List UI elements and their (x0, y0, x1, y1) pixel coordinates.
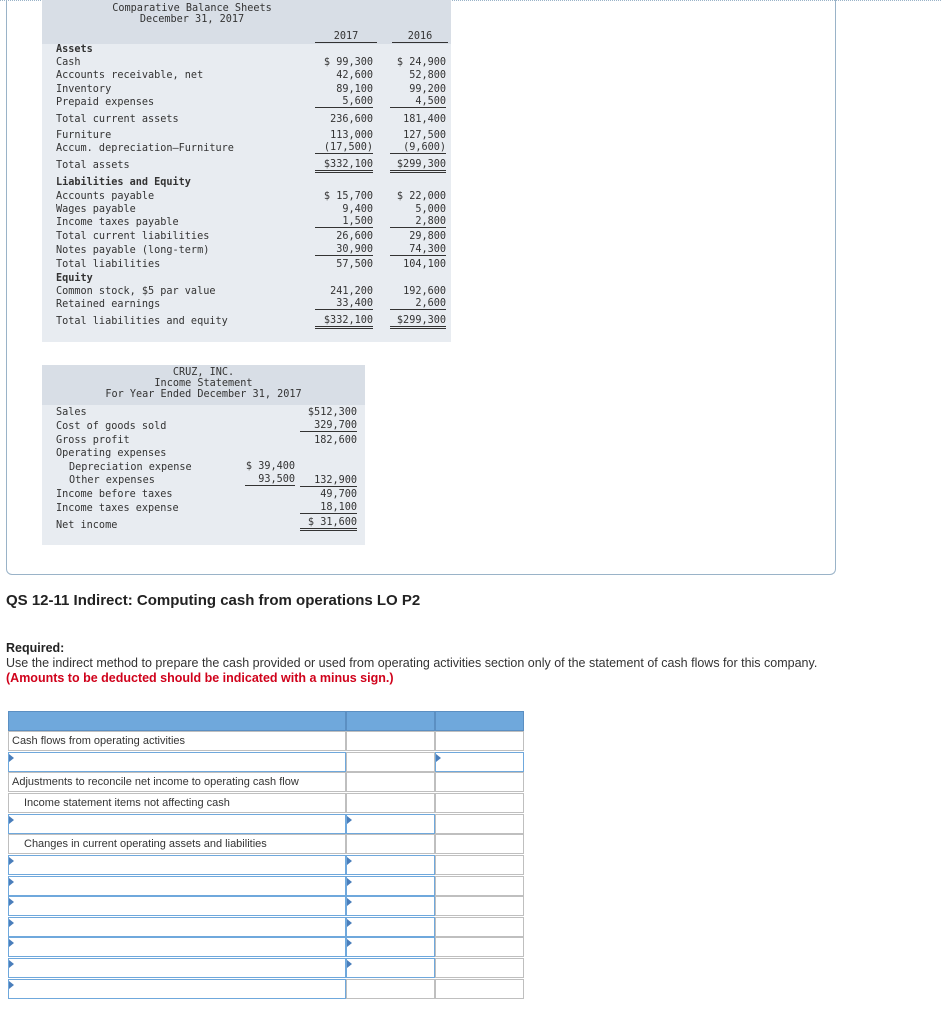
dropdown-arrow-icon (9, 919, 14, 927)
bs-row-value-2016: 52,800 (409, 70, 446, 81)
change-item-input[interactable] (8, 876, 346, 896)
empty-cell (346, 834, 435, 854)
bs-row-value-2016: (9,600) (390, 142, 446, 154)
bs-row-value-2017: 89,100 (336, 84, 373, 95)
change-item-input[interactable] (8, 979, 346, 999)
is-gross-label: Gross profit (56, 435, 130, 446)
empty-cell (346, 752, 435, 772)
is-ni-label: Net income (56, 520, 118, 531)
bs-row-value-2016: $ 22,000 (396, 191, 446, 202)
equity-heading: Equity (56, 273, 93, 284)
empty-cell (435, 814, 524, 834)
bs-row-value-2017: 9,400 (342, 204, 373, 215)
empty-cell (435, 834, 524, 854)
bs-row-label: Furniture (56, 130, 112, 141)
bs-date: December 31, 2017 (139, 14, 245, 25)
is-tax-label: Income taxes expense (56, 503, 179, 514)
bs-row-label: Common stock, $5 par value (56, 286, 216, 297)
dropdown-arrow-icon (347, 878, 352, 886)
bs-row-value-2017: 57,500 (336, 259, 373, 270)
bs-row-value-2016: 2,800 (390, 216, 446, 228)
change-amount-input[interactable] (346, 855, 435, 875)
is-gross: 182,600 (314, 435, 357, 446)
bs-row-value-2017: 241,200 (330, 286, 373, 297)
instruction-note: (Amounts to be deducted should be indicated with a minus sign.) (6, 671, 394, 685)
assets-heading: Assets (56, 44, 93, 55)
change-amount-input[interactable] (346, 917, 435, 937)
liab-heading: Liabilities and Equity (56, 177, 191, 188)
dropdown-arrow-icon (347, 816, 352, 824)
cfo-label: Cash flows from operating activities (8, 731, 346, 751)
is-sales-label: Sales (56, 407, 87, 418)
bs-row-value-2016: 2,600 (390, 298, 446, 310)
is-dep-label: Depreciation expense (69, 462, 192, 473)
bs-row-value-2016: 4,500 (390, 96, 446, 108)
change-item-input[interactable] (8, 958, 346, 978)
dropdown-arrow-icon (347, 919, 352, 927)
bs-row-label: Wages payable (56, 204, 136, 215)
empty-cell (435, 855, 524, 875)
bs-row-label: Notes payable (long-term) (56, 245, 210, 256)
instruction-text (6, 656, 836, 686)
bs-row-value-2017: $ 15,700 (323, 191, 373, 202)
noncash-amount-input[interactable] (346, 814, 435, 834)
bs-row-value-2016: 127,500 (403, 130, 446, 141)
bs-row-value-2016: $299,300 (390, 315, 446, 329)
is-opex-total: 132,900 (300, 475, 357, 487)
noncash-label: Income statement items not affecting cash (8, 793, 346, 813)
is-dep: $ 39,400 (245, 461, 295, 472)
adj-label: Adjustments to reconcile net income to operating cash flow (8, 772, 346, 792)
is-period: For Year Ended December 31, 2017 (105, 389, 302, 400)
is-other: 93,500 (245, 474, 295, 486)
bs-row-value-2017: 1,500 (315, 216, 373, 228)
instruction-body: Use the indirect method to prepare the cash provided or used from operating activities section only of the statement of cash flows for this company. (6, 656, 818, 670)
net-income-label-input[interactable] (8, 752, 346, 772)
bs-row-label: Total assets (56, 160, 130, 171)
dropdown-arrow-icon (9, 960, 14, 968)
is-other-label: Other expenses (69, 475, 155, 486)
bs-row-value-2017: 26,600 (336, 231, 373, 242)
empty-cell (435, 917, 524, 937)
bs-row-value-2017: 113,000 (330, 130, 373, 141)
empty-cell (435, 876, 524, 896)
bs-row-label: Cash (56, 57, 81, 68)
dropdown-arrow-icon (9, 754, 14, 762)
bs-row-value-2016: 99,200 (409, 84, 446, 95)
bs-row-label: Total liabilities and equity (56, 316, 228, 327)
change-item-input[interactable] (8, 896, 346, 916)
question-heading: QS 12-11 Indirect: Computing cash from operations LO P2 (6, 592, 421, 609)
dropdown-arrow-icon (347, 857, 352, 865)
bs-row-label: Prepaid expenses (56, 97, 155, 108)
bs-row-label: Inventory (56, 84, 112, 95)
dropdown-arrow-icon (347, 939, 352, 947)
dropdown-arrow-icon (9, 857, 14, 865)
bs-row-label: Total liabilities (56, 259, 161, 270)
dropdown-arrow-icon (347, 898, 352, 906)
empty-cell (435, 937, 524, 957)
is-cogs-label: Cost of goods sold (56, 421, 167, 432)
empty-cell (435, 772, 524, 792)
is-ibt-label: Income before taxes (56, 489, 173, 500)
is-sales: $512,300 (307, 407, 357, 418)
change-amount-input[interactable] (346, 896, 435, 916)
change-amount-input[interactable] (346, 958, 435, 978)
changes-label: Changes in current operating assets and liabilities (8, 834, 346, 854)
empty-cell (346, 793, 435, 813)
change-amount-input[interactable] (346, 937, 435, 957)
worksheet-header-label (8, 711, 346, 731)
is-ibt: 49,700 (320, 489, 357, 500)
is-company: CRUZ, INC. (172, 367, 235, 378)
bs-row-value-2016: 29,800 (409, 231, 446, 242)
is-cogs: 329,700 (300, 420, 357, 432)
empty-cell (435, 979, 524, 999)
empty-cell (435, 896, 524, 916)
dropdown-arrow-icon (9, 981, 14, 989)
bs-row-value-2016: $299,300 (390, 159, 446, 173)
bs-row-value-2016: 5,000 (415, 204, 446, 215)
change-item-input[interactable] (8, 917, 346, 937)
change-item-input[interactable] (8, 937, 346, 957)
bs-row-value-2016: 181,400 (403, 114, 446, 125)
net-income-amount-input[interactable] (435, 752, 524, 772)
change-item-input[interactable] (8, 855, 346, 875)
empty-cell (346, 731, 435, 751)
bs-row-value-2017: 33,400 (315, 298, 373, 310)
bs-col-2017: 2017 (315, 31, 377, 43)
bs-row-value-2016: 74,300 (390, 244, 446, 256)
dropdown-arrow-icon (9, 898, 14, 906)
worksheet-header-col1 (346, 711, 435, 731)
bs-row-value-2017: (17,500) (315, 142, 373, 154)
bs-row-label: Income taxes payable (56, 217, 179, 228)
is-ni: $ 31,600 (300, 517, 357, 531)
is-title: Income Statement (154, 378, 253, 389)
empty-cell (346, 979, 435, 999)
bs-row-label: Total current liabilities (56, 231, 210, 242)
bs-row-label: Accounts receivable, net (56, 70, 204, 81)
empty-cell (435, 731, 524, 751)
empty-cell (435, 793, 524, 813)
dropdown-arrow-icon (9, 816, 14, 824)
dropdown-arrow-icon (347, 960, 352, 968)
empty-cell (435, 958, 524, 978)
bs-row-value-2016: $ 24,900 (396, 57, 446, 68)
bs-row-value-2017: $ 99,300 (323, 57, 373, 68)
noncash-item-input[interactable] (8, 814, 346, 834)
is-tax: 18,100 (300, 502, 357, 514)
bs-row-label: Retained earnings (56, 299, 161, 310)
dropdown-arrow-icon (9, 939, 14, 947)
bs-row-value-2016: 192,600 (403, 286, 446, 297)
dropdown-arrow-icon (9, 878, 14, 886)
change-amount-input[interactable] (346, 876, 435, 896)
bs-row-value-2017: $332,100 (315, 159, 373, 173)
bs-row-value-2017: 236,600 (330, 114, 373, 125)
required-label: Required: (6, 641, 65, 655)
empty-cell (346, 772, 435, 792)
bs-row-value-2017: 5,600 (315, 96, 373, 108)
bs-row-value-2017: 30,900 (315, 244, 373, 256)
bs-row-label: Accounts payable (56, 191, 155, 202)
worksheet-header-col2 (435, 711, 524, 731)
bs-row-value-2017: $332,100 (315, 315, 373, 329)
is-opex-label: Operating expenses (56, 448, 167, 459)
bs-row-label: Total current assets (56, 114, 179, 125)
bs-title: Comparative Balance Sheets (112, 3, 272, 14)
bs-row-value-2017: 42,600 (336, 70, 373, 81)
bs-col-2016: 2016 (392, 31, 448, 43)
bs-row-value-2016: 104,100 (403, 259, 446, 270)
dropdown-arrow-icon (436, 754, 441, 762)
bs-row-label: Accum. depreciation—Furniture (56, 143, 234, 154)
